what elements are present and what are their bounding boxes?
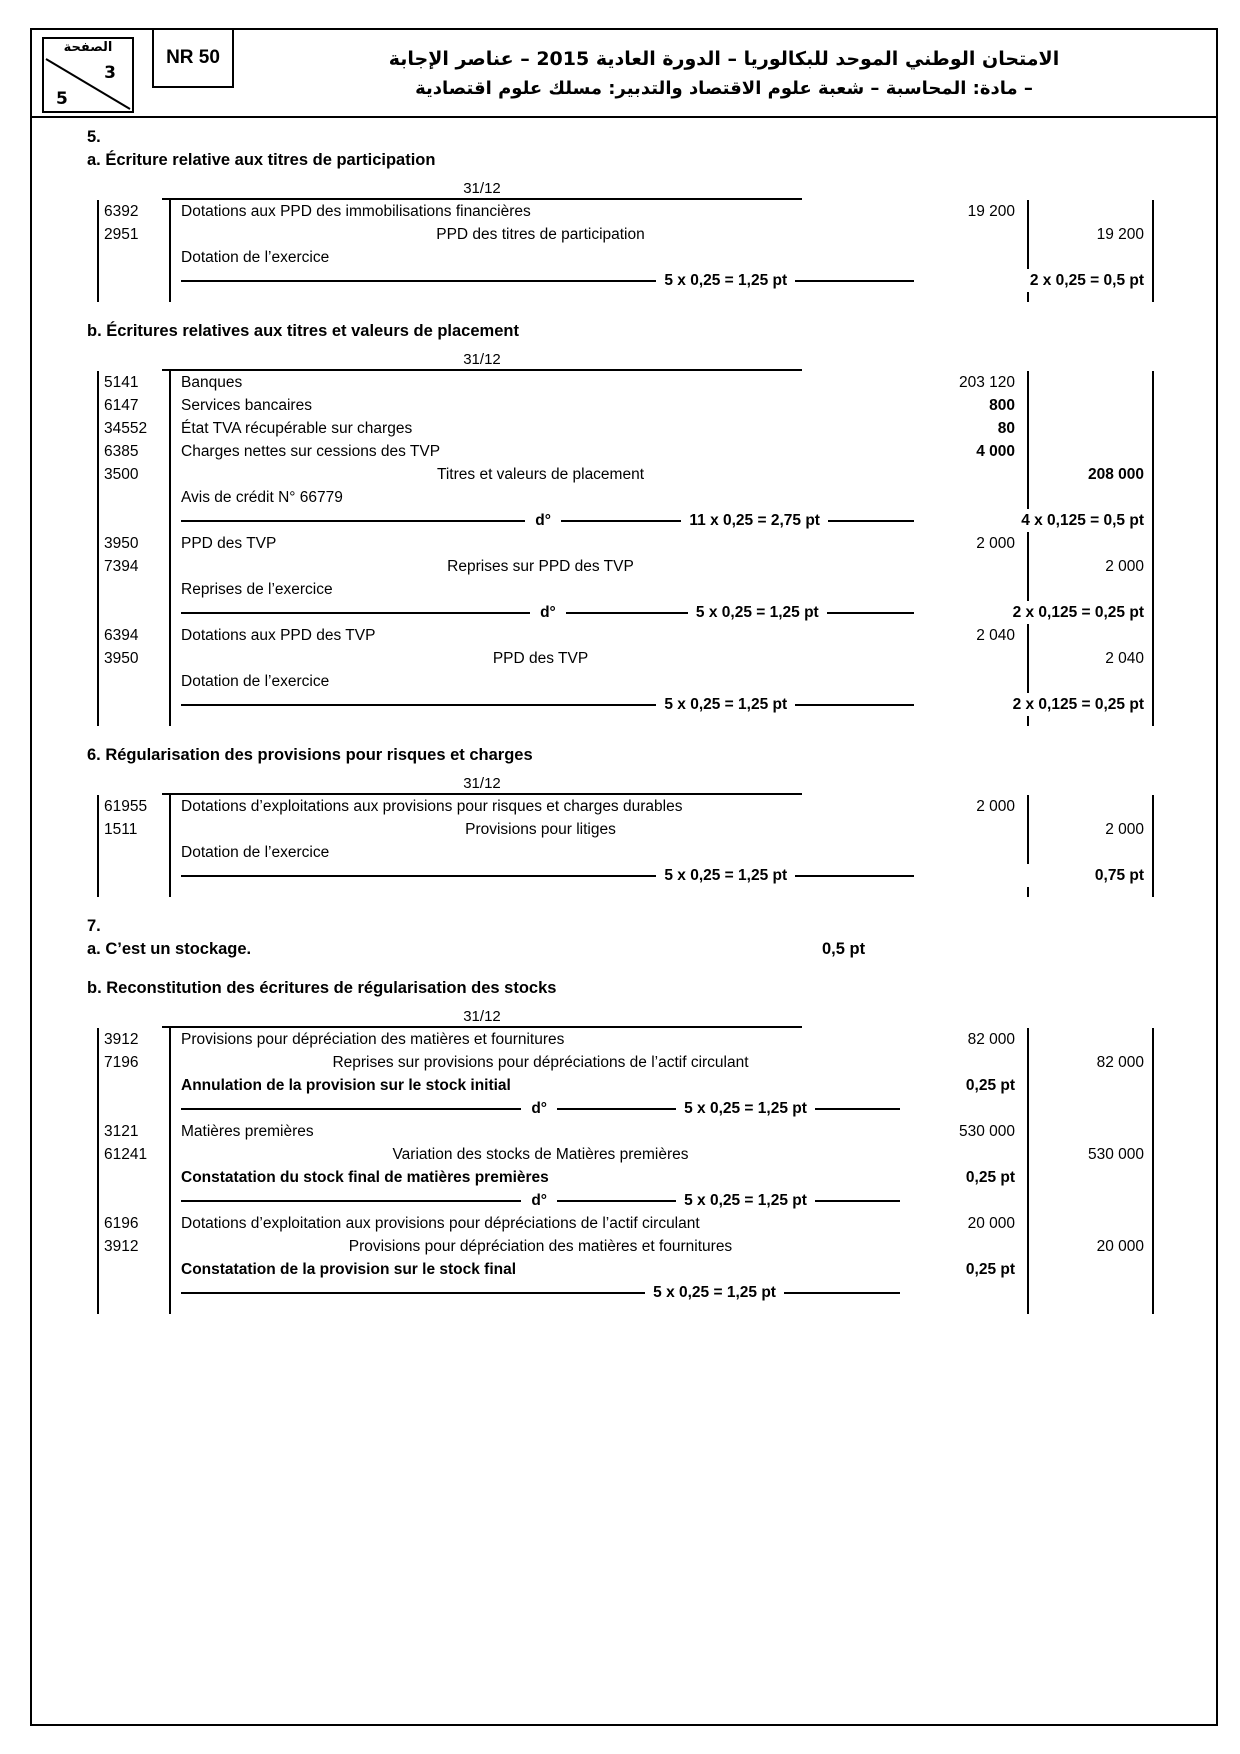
journal-table	[97, 775, 1154, 897]
separator-line	[181, 1292, 645, 1294]
journal-row	[97, 532, 1154, 555]
debit-cell: 82 000	[967, 1031, 1015, 1048]
debit-cell: 203 120	[958, 374, 1015, 391]
credit-cell	[1027, 1166, 1154, 1189]
journal-row	[97, 1051, 1154, 1074]
description-cell: Dotations aux PPD des immobilisations financières	[169, 200, 910, 223]
section-heading: 6. Régularisation des provisions pour risques et charges	[87, 746, 533, 764]
entry-separator-row	[97, 693, 1154, 716]
points-right: 2 x 0,125 = 0,25 pt	[924, 601, 1154, 624]
account-number-cell: 6394	[97, 624, 169, 647]
ditto-mark: d°	[540, 604, 556, 621]
account-number-cell	[97, 1074, 169, 1097]
entry-date-row	[97, 180, 1154, 200]
credit-cell	[1027, 1028, 1154, 1051]
separator-line	[557, 1200, 676, 1202]
description-cell: Constatation du stock final de matières premières	[169, 1166, 910, 1189]
section-heading: 7.	[87, 917, 101, 935]
account-number-cell: 3121	[97, 1120, 169, 1143]
points-left: 5 x 0,25 = 1,25 pt	[664, 272, 788, 289]
separator-line	[795, 280, 914, 282]
separator-line	[566, 612, 688, 614]
credit-cell: 2 040	[1027, 647, 1154, 670]
debit-cell	[910, 670, 1027, 693]
credit-cell	[1027, 1097, 1154, 1120]
debit-cell	[910, 818, 1027, 841]
credit-cell: 530 000	[1027, 1143, 1154, 1166]
separator-cell	[169, 1281, 910, 1304]
credit-cell	[1027, 486, 1154, 509]
entry-separator-row	[97, 1189, 1154, 1212]
separator-cell	[169, 1189, 910, 1212]
debit-cell: 2 000	[976, 535, 1015, 552]
points-right: 2 x 0,25 = 0,5 pt	[924, 269, 1154, 292]
entry-separator-row	[97, 1097, 1154, 1120]
account-number-cell: 2951	[97, 223, 169, 246]
separator-cell	[169, 269, 924, 292]
journal-row	[97, 1143, 1154, 1166]
points-left: 5 x 0,25 = 1,25 pt	[664, 867, 788, 884]
description-cell: Annulation de la provision sur le stock initial	[169, 1074, 910, 1097]
journal-row	[97, 463, 1154, 486]
entry-date-row	[97, 351, 1154, 371]
account-number-cell: 5141	[97, 371, 169, 394]
debit-cell	[910, 1281, 1027, 1304]
account-number-cell	[97, 1304, 169, 1314]
points-badge: 0,25 pt	[965, 1077, 1015, 1094]
separator-line	[557, 1108, 676, 1110]
entry-separator-row	[97, 509, 1154, 532]
separator-line	[181, 612, 530, 614]
account-number-cell	[97, 841, 169, 864]
journal-tail-row	[97, 1304, 1154, 1314]
points-badge: 0,25 pt	[965, 1169, 1015, 1186]
journal-row	[97, 417, 1154, 440]
account-number-cell: 61241	[97, 1143, 169, 1166]
description-cell	[169, 887, 910, 897]
journal-row	[97, 200, 1154, 223]
journal-row	[97, 1258, 1154, 1281]
journal-row	[97, 394, 1154, 417]
journal-table	[97, 180, 1154, 302]
journal-row	[97, 1074, 1154, 1097]
journal-tail-row	[97, 716, 1154, 726]
entry-date-row	[97, 1008, 1154, 1028]
separator-cell	[169, 693, 924, 716]
credit-cell: 20 000	[1027, 1235, 1154, 1258]
journal-row	[97, 624, 1154, 647]
credit-cell	[1027, 440, 1154, 463]
entry-date-row	[97, 775, 1154, 795]
section-heading: 5.	[87, 128, 101, 146]
ditto-mark: d°	[535, 512, 551, 529]
debit-cell: 2 040	[976, 627, 1015, 644]
debit-cell: 19 200	[967, 203, 1015, 220]
credit-cell	[1027, 246, 1154, 269]
separator-line	[815, 1200, 900, 1202]
account-number-cell: 3950	[97, 532, 169, 555]
entry-date: 31/12	[463, 180, 501, 197]
journal-row	[97, 1120, 1154, 1143]
description-cell: Provisions pour dépréciation des matières et fournitures	[169, 1028, 910, 1051]
account-number-cell	[97, 486, 169, 509]
description-cell: Reprises de l’exercice	[169, 578, 910, 601]
page-label: الصفحة	[63, 40, 113, 55]
debit-cell	[910, 887, 1027, 897]
separator-cell	[169, 1097, 910, 1120]
entry-date-line	[162, 775, 802, 795]
credit-cell	[1027, 795, 1154, 818]
debit-cell	[910, 841, 1027, 864]
description-cell	[169, 1304, 910, 1314]
separator-line	[827, 612, 914, 614]
entry-date-line	[162, 180, 802, 200]
account-number-cell: 7196	[97, 1051, 169, 1074]
debit-cell	[910, 1143, 1027, 1166]
credit-cell	[1027, 292, 1154, 302]
debit-cell	[910, 1097, 1027, 1120]
description-cell: Provisions pour litiges	[169, 818, 910, 841]
page-total: 5	[56, 89, 68, 109]
description-cell	[169, 292, 910, 302]
description-cell: État TVA récupérable sur charges	[169, 417, 910, 440]
points-left: 5 x 0,25 = 1,25 pt	[684, 1192, 807, 1209]
points-left: 11 x 0,25 = 2,75 pt	[689, 512, 820, 529]
account-number-cell	[97, 601, 169, 624]
section-heading: a. Écriture relative aux titres de participation	[87, 151, 436, 169]
debit-cell	[910, 486, 1027, 509]
journal-row	[97, 841, 1154, 864]
separator-line	[181, 280, 656, 282]
description-cell: PPD des titres de participation	[169, 223, 910, 246]
account-number-cell: 7394	[97, 555, 169, 578]
separator-line	[828, 520, 914, 522]
entry-date: 31/12	[463, 775, 501, 792]
account-number-cell: 1511	[97, 818, 169, 841]
separator-line	[181, 875, 656, 877]
credit-cell	[1027, 1074, 1154, 1097]
separator-cell	[169, 601, 924, 624]
credit-cell	[1027, 578, 1154, 601]
description-cell: Dotations aux PPD des TVP	[169, 624, 910, 647]
description-cell: Reprises sur provisions pour dépréciations de l’actif circulant	[169, 1051, 910, 1074]
journal-row	[97, 647, 1154, 670]
debit-cell	[910, 716, 1027, 726]
separator-line	[181, 1200, 521, 1202]
debit-cell: 20 000	[967, 1215, 1015, 1232]
journal-row	[97, 578, 1154, 601]
debit-cell	[910, 555, 1027, 578]
description-cell: Reprises sur PPD des TVP	[169, 555, 910, 578]
account-number-cell: 3950	[97, 647, 169, 670]
description-cell: Constatation de la provision sur le stock final	[169, 1258, 910, 1281]
heading-label: a. C’est un stockage.	[87, 940, 252, 958]
debit-cell: 2 000	[976, 798, 1015, 815]
journal-row	[97, 1166, 1154, 1189]
account-number-cell: 6385	[97, 440, 169, 463]
account-number-cell	[97, 1189, 169, 1212]
credit-cell: 82 000	[1027, 1051, 1154, 1074]
points-left: 5 x 0,25 = 1,25 pt	[653, 1284, 776, 1301]
credit-cell	[1027, 1304, 1154, 1314]
description-cell: PPD des TVP	[169, 532, 910, 555]
section-heading	[87, 938, 1216, 961]
separator-cell	[169, 509, 924, 532]
separator-line	[181, 1108, 521, 1110]
credit-cell	[1027, 532, 1154, 555]
entry-separator-row	[97, 864, 1154, 887]
account-number-cell	[97, 578, 169, 601]
account-number-cell	[97, 292, 169, 302]
points-left: 5 x 0,25 = 1,25 pt	[695, 604, 819, 621]
account-number-cell: 6196	[97, 1212, 169, 1235]
account-number-cell: 3912	[97, 1028, 169, 1051]
entry-separator-row	[97, 601, 1154, 624]
account-number-cell	[97, 864, 169, 887]
debit-cell: 80	[997, 420, 1015, 437]
journal-row	[97, 795, 1154, 818]
account-number-cell	[97, 670, 169, 693]
separator-line	[815, 1108, 900, 1110]
debit-cell	[910, 223, 1027, 246]
separator-line	[784, 1292, 900, 1294]
account-number-cell	[97, 1258, 169, 1281]
journal-row	[97, 818, 1154, 841]
document-header	[32, 30, 1216, 118]
description-cell: Services bancaires	[169, 394, 910, 417]
credit-cell: 19 200	[1027, 223, 1154, 246]
credit-cell	[1027, 1212, 1154, 1235]
debit-cell	[910, 1189, 1027, 1212]
description-cell: Avis de crédit N° 66779	[169, 486, 910, 509]
account-number-cell: 3912	[97, 1235, 169, 1258]
journal-row	[97, 223, 1154, 246]
credit-cell	[1027, 200, 1154, 223]
description-cell: Dotation de l’exercice	[169, 246, 910, 269]
ditto-mark: d°	[531, 1100, 547, 1117]
credit-cell	[1027, 716, 1154, 726]
debit-cell	[910, 647, 1027, 670]
separator-line	[181, 520, 525, 522]
section-heading: b. Reconstitution des écritures de régularisation des stocks	[87, 979, 557, 997]
account-number-cell	[97, 509, 169, 532]
journal-row	[97, 670, 1154, 693]
points-right: 0,75 pt	[924, 864, 1154, 887]
credit-cell	[1027, 670, 1154, 693]
exam-title-line1: الامتحان الوطني الموحد للبكالوريا – الدورة العادية 2015 – عناصر الإجابة	[388, 47, 1060, 70]
debit-cell	[910, 1051, 1027, 1074]
points-left: 5 x 0,25 = 1,25 pt	[684, 1100, 807, 1117]
journal-row	[97, 371, 1154, 394]
description-cell: Titres et valeurs de placement	[169, 463, 910, 486]
entry-date-line	[162, 1008, 802, 1028]
description-cell: Dotations d’exploitations aux provisions pour risques et charges durables	[169, 795, 910, 818]
account-number-cell: 6392	[97, 200, 169, 223]
exam-title-line2: – مادة: المحاسبة – شعبة علوم الاقتصاد والتدبير: مسلك علوم اقتصادية	[415, 77, 1033, 99]
page	[30, 28, 1218, 1726]
journal-row	[97, 246, 1154, 269]
debit-cell	[910, 1235, 1027, 1258]
account-number-cell	[97, 246, 169, 269]
ditto-mark: d°	[531, 1192, 547, 1209]
credit-cell	[1027, 1258, 1154, 1281]
journal-table	[97, 1008, 1154, 1314]
debit-cell: 4 000	[976, 443, 1015, 460]
credit-cell	[1027, 624, 1154, 647]
points-left: 5 x 0,25 = 1,25 pt	[664, 696, 788, 713]
account-number-cell	[97, 887, 169, 897]
section-heading: b. Écritures relatives aux titres et valeurs de placement	[87, 322, 519, 340]
description-cell: Matières premières	[169, 1120, 910, 1143]
exam-title	[244, 30, 1204, 116]
separator-line	[561, 520, 681, 522]
credit-cell	[1027, 1120, 1154, 1143]
exam-code-box: NR 50	[152, 30, 234, 88]
journal-row	[97, 486, 1154, 509]
entry-date-line	[162, 351, 802, 371]
description-cell	[169, 716, 910, 726]
credit-cell	[1027, 417, 1154, 440]
journal-row	[97, 1028, 1154, 1051]
entry-date: 31/12	[463, 351, 501, 368]
points-badge: 0,5 pt	[822, 940, 866, 958]
description-cell: Banques	[169, 371, 910, 394]
description-cell: Dotation de l’exercice	[169, 841, 910, 864]
debit-cell	[910, 463, 1027, 486]
separator-line	[181, 704, 656, 706]
account-number-cell: 61955	[97, 795, 169, 818]
debit-cell	[910, 1304, 1027, 1314]
journal-table	[97, 351, 1154, 726]
account-number-cell	[97, 693, 169, 716]
account-number-cell: 34552	[97, 417, 169, 440]
journal-row	[97, 1235, 1154, 1258]
separator-line	[795, 704, 914, 706]
credit-cell	[1027, 1281, 1154, 1304]
debit-cell: 800	[989, 397, 1015, 414]
credit-cell	[1027, 1189, 1154, 1212]
points-badge: 0,25 pt	[965, 1261, 1015, 1278]
description-cell: Charges nettes sur cessions des TVP	[169, 440, 910, 463]
credit-cell	[1027, 394, 1154, 417]
account-number-cell	[97, 1281, 169, 1304]
page-current: 3	[104, 63, 116, 83]
journal-tail-row	[97, 292, 1154, 302]
debit-cell: 530 000	[958, 1123, 1015, 1140]
entry-separator-row	[97, 269, 1154, 292]
separator-line	[795, 875, 914, 877]
debit-cell	[910, 246, 1027, 269]
credit-cell	[1027, 371, 1154, 394]
description-cell: PPD des TVP	[169, 647, 910, 670]
credit-cell: 208 000	[1027, 463, 1154, 486]
account-number-cell: 3500	[97, 463, 169, 486]
account-number-cell	[97, 1166, 169, 1189]
points-right: 4 x 0,125 = 0,5 pt	[924, 509, 1154, 532]
credit-cell	[1027, 841, 1154, 864]
account-number-cell	[97, 269, 169, 292]
description-cell: Variation des stocks de Matières premières	[169, 1143, 910, 1166]
entry-separator-row	[97, 1281, 1154, 1304]
journal-tail-row	[97, 887, 1154, 897]
credit-cell	[1027, 887, 1154, 897]
credit-cell: 2 000	[1027, 818, 1154, 841]
account-number-cell	[97, 716, 169, 726]
separator-cell	[169, 864, 924, 887]
journal-row	[97, 1212, 1154, 1235]
account-number-cell: 6147	[97, 394, 169, 417]
debit-cell	[910, 292, 1027, 302]
debit-cell	[910, 578, 1027, 601]
description-cell: Dotations d’exploitation aux provisions pour dépréciations de l’actif circulant	[169, 1212, 910, 1235]
credit-cell: 2 000	[1027, 555, 1154, 578]
entry-date: 31/12	[463, 1008, 501, 1025]
points-right: 2 x 0,125 = 0,25 pt	[924, 693, 1154, 716]
account-number-cell	[97, 1097, 169, 1120]
answer-content	[32, 118, 1216, 1314]
description-cell: Provisions pour dépréciation des matières et fournitures	[169, 1235, 910, 1258]
description-cell: Dotation de l’exercice	[169, 670, 910, 693]
page-number-box	[42, 37, 134, 113]
journal-row	[97, 440, 1154, 463]
journal-row	[97, 555, 1154, 578]
